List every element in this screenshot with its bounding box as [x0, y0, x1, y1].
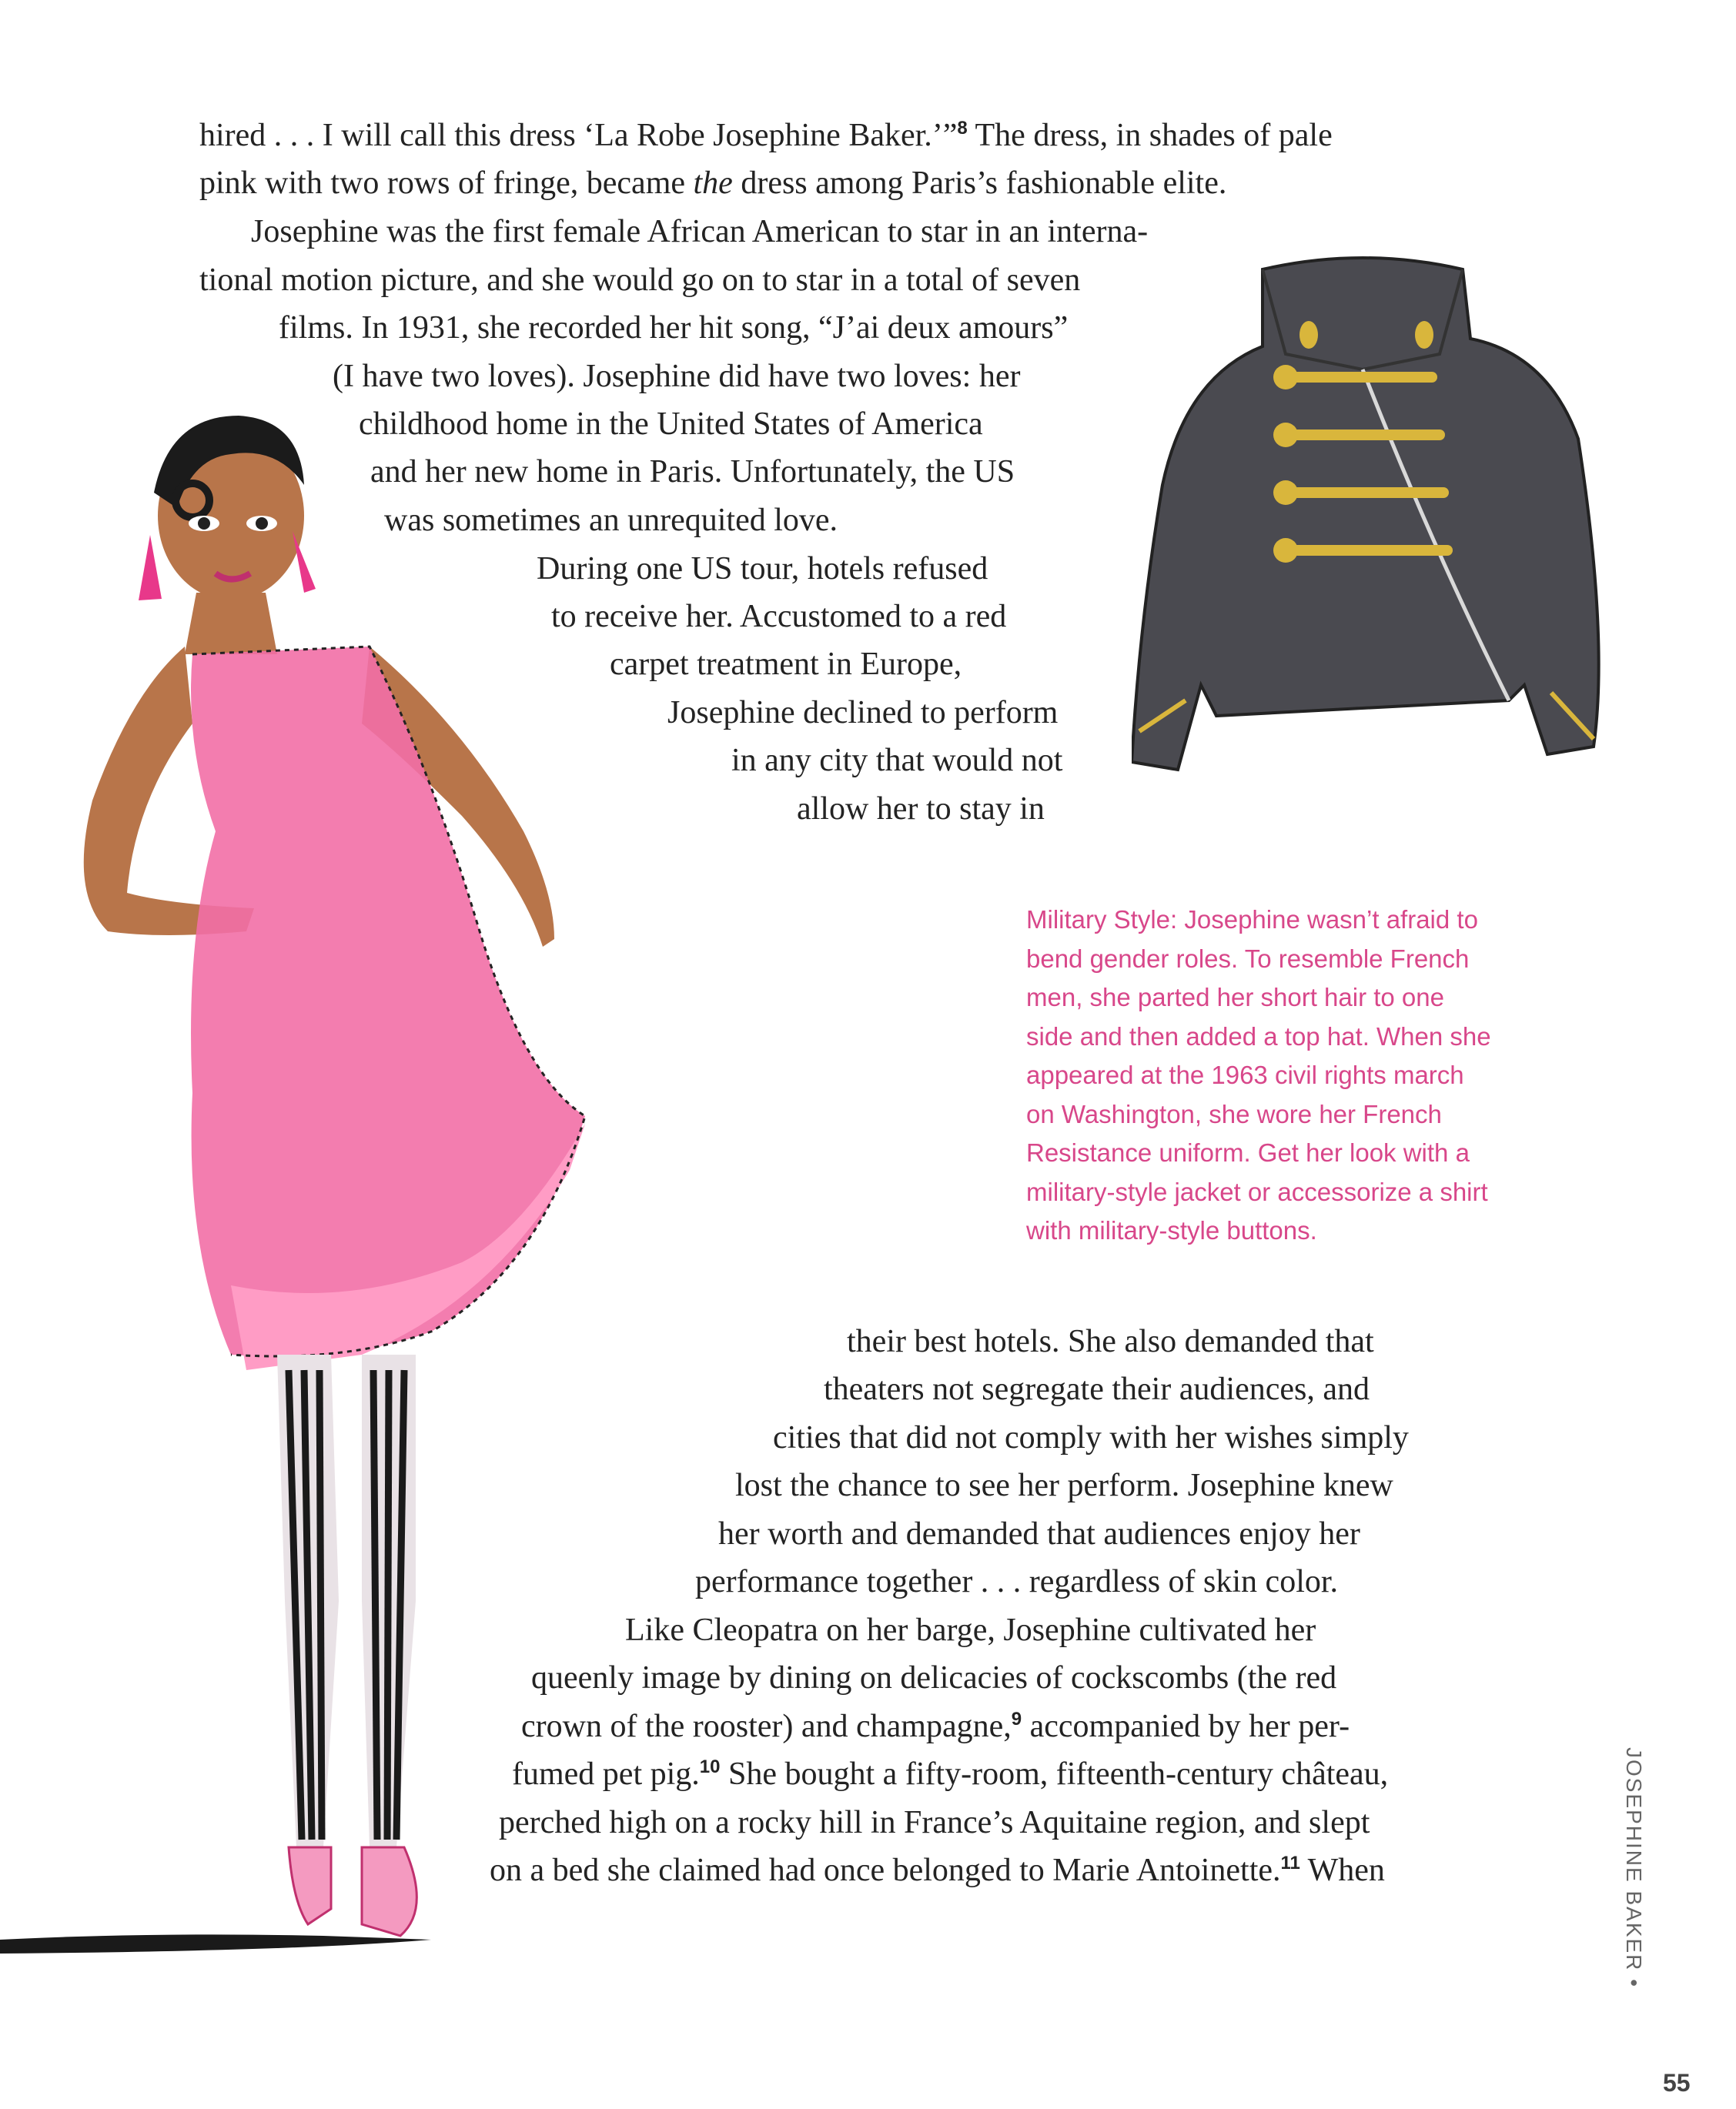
body-line: her worth and demanded that audiences enjoy her	[718, 1516, 1360, 1552]
body-line: films. In 1931, she recorded her hit song, “J’ai deux amours”	[279, 310, 1069, 346]
caption-line: appeared at the 1963 civil rights march	[1026, 1061, 1464, 1089]
body-line: (I have two loves). Josephine did have two loves: her	[333, 359, 1021, 394]
body-line: lost the chance to see her perform. Josephine knew	[735, 1468, 1393, 1503]
body-line: in any city that would not	[731, 743, 1063, 778]
page-number: 55	[1663, 2069, 1691, 2097]
body-line: carpet treatment in Europe,	[610, 647, 962, 682]
caption-line: men, she parted her short hair to one	[1026, 983, 1444, 1011]
body-line: Josephine was the first female African American to star in an interna-	[251, 214, 1149, 249]
body-line: fumed pet pig.$^{10}$ She bought a fifty-room, fifteenth-century château,	[512, 1756, 1389, 1792]
body-line: crown of the rooster) and champagne,$^9$ accompanied by her per-	[521, 1709, 1350, 1744]
body-line: and her new home in Paris. Unfortunately, the US	[370, 454, 1015, 490]
caption-line: Resistance uniform. Get her look with a	[1026, 1138, 1470, 1167]
military-jacket-illustration	[1132, 254, 1609, 808]
caption-line: Military Style: Josephine wasn’t afraid to	[1026, 905, 1478, 934]
body-line: to receive her. Accustomed to a red	[551, 599, 1007, 634]
body-line: pink with two rows of fringe, became the dress among Paris’s fashionable elite.	[199, 165, 1227, 201]
body-line: queenly image by dining on delicacies of cockscombs (the red	[531, 1660, 1337, 1696]
body-line: on a bed she claimed had once belonged to Marie Antoinette.$^{11}$ When	[490, 1853, 1385, 1888]
body-line: performance together . . . regardless of skin color.	[695, 1564, 1339, 1599]
body-line: During one US tour, hotels refused	[537, 551, 988, 587]
running-head: JOSEPHINE BAKER •	[1622, 1747, 1646, 1988]
body-line: cities that did not comply with her wishes simply	[773, 1420, 1409, 1456]
body-line: their best hotels. She also demanded that	[847, 1324, 1374, 1359]
body-line: was sometimes an unrequited love.	[384, 503, 838, 538]
body-line: perched high on a rocky hill in France’s Aquitaine region, and slept	[499, 1805, 1370, 1840]
body-line: childhood home in the United States of America	[359, 406, 983, 442]
body-line: tional motion picture, and she would go on to star in a total of seven	[199, 262, 1081, 298]
body-line: Like Cleopatra on her barge, Josephine cultivated her	[625, 1613, 1316, 1648]
caption-line: with military-style buttons.	[1026, 1216, 1317, 1245]
caption-line: side and then added a top hat. When she	[1026, 1021, 1491, 1051]
body-line: Josephine declined to perform	[667, 695, 1059, 730]
body-line: allow her to stay in	[797, 791, 1045, 827]
caption-line: bend gender roles. To resemble French	[1026, 944, 1470, 973]
caption-line: on Washington, she wore her French	[1026, 1099, 1442, 1128]
body-line: theaters not segregate their audiences, and	[824, 1372, 1370, 1407]
military-style-caption	[1026, 901, 1611, 1251]
caption-line: military-style jacket or accessorize a shirt	[1026, 1177, 1488, 1206]
body-line: hired . . . I will call this dress ‘La Robe Josephine Baker.’”$^8$ The dress, in shades of pale	[199, 118, 1333, 153]
